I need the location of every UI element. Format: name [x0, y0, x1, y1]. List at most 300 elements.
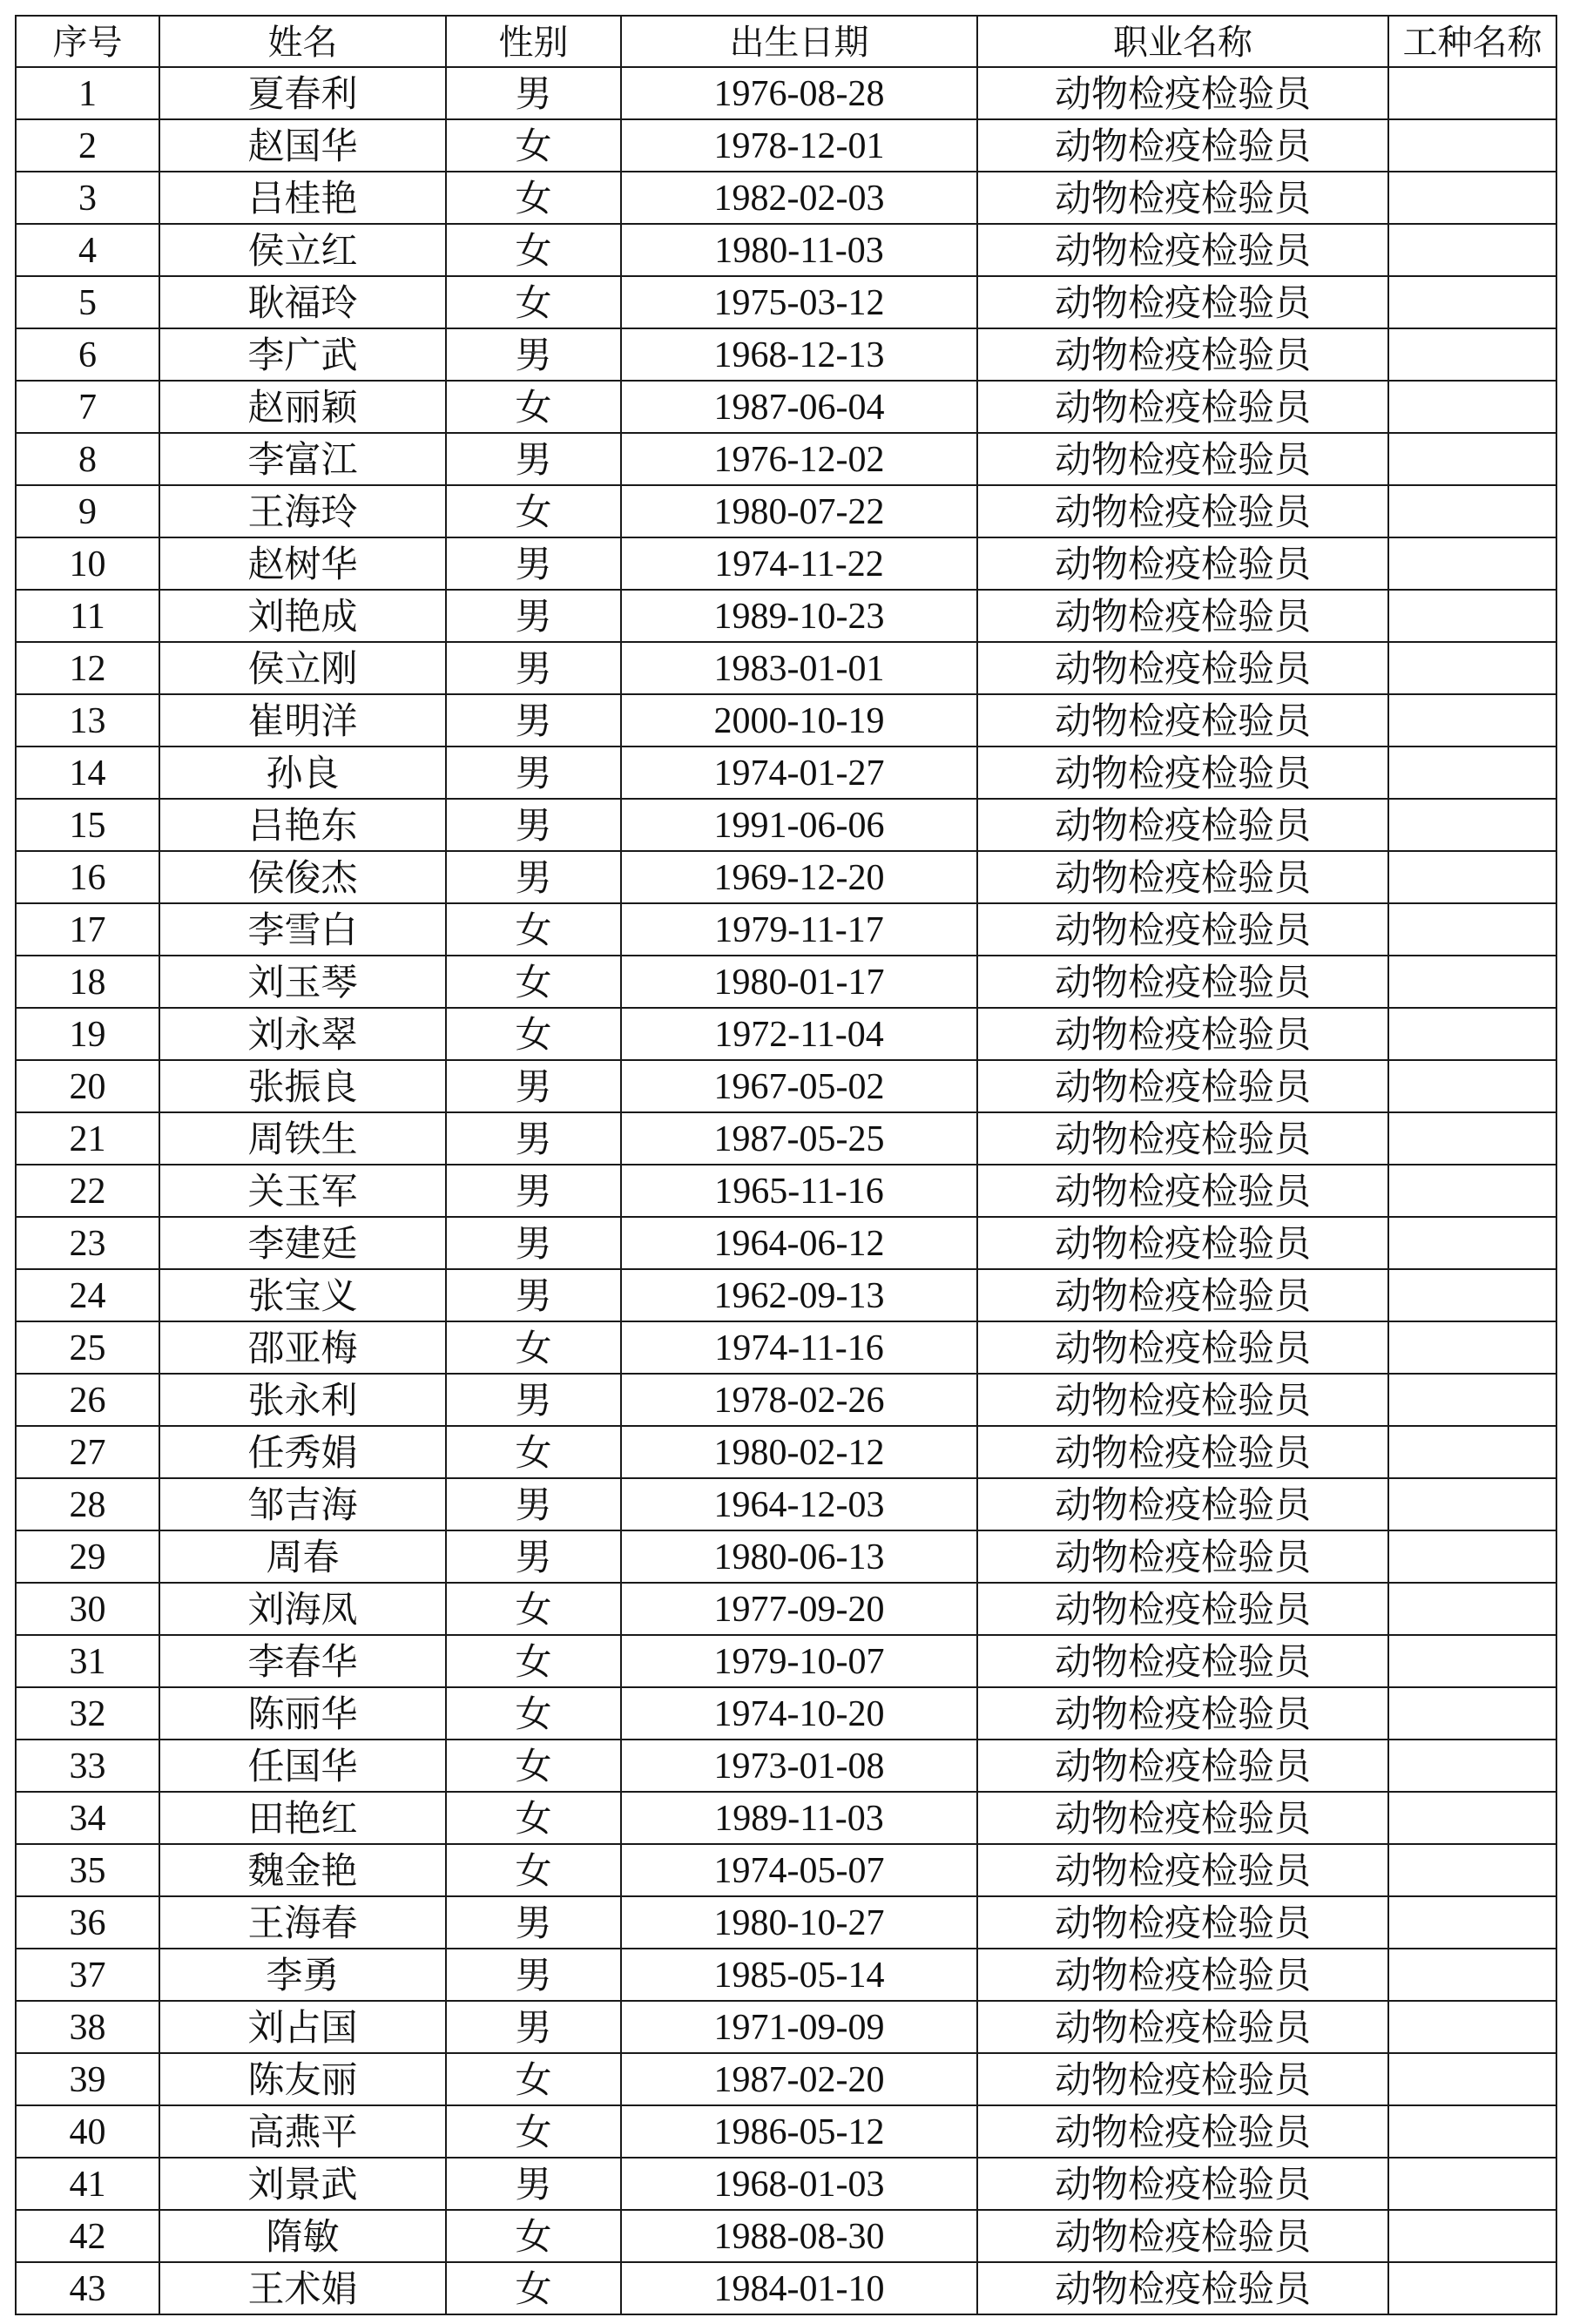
header-gender: 性别: [446, 16, 621, 67]
cell-name: 刘玉琴: [159, 956, 446, 1008]
table-row: [16, 2105, 1556, 2158]
cell-serial-number: 10: [16, 537, 159, 590]
cell-trade: [1388, 1896, 1556, 1949]
cell-trade: [1388, 2210, 1556, 2262]
cell-gender: 女: [446, 2262, 621, 2314]
cell-serial-number: 26: [16, 1374, 159, 1426]
cell-occupation: 动物检疫检验员: [977, 1792, 1388, 1844]
cell-trade: [1388, 1217, 1556, 1269]
cell-birth-date: 1968-01-03: [621, 2158, 977, 2210]
cell-name: 魏金艳: [159, 1844, 446, 1896]
cell-gender: 女: [446, 1792, 621, 1844]
table-row: [16, 1374, 1556, 1426]
table-row: [16, 2158, 1556, 2210]
cell-birth-date: 1980-06-13: [621, 1530, 977, 1583]
cell-birth-date: 1979-10-07: [621, 1635, 977, 1687]
cell-occupation: 动物检疫检验员: [977, 119, 1388, 172]
cell-name: 关玉军: [159, 1165, 446, 1217]
cell-birth-date: 1977-09-20: [621, 1583, 977, 1635]
cell-birth-date: 1968-12-13: [621, 328, 977, 381]
cell-gender: 女: [446, 1008, 621, 1060]
cell-gender: 男: [446, 747, 621, 799]
cell-serial-number: 1: [16, 67, 159, 119]
cell-occupation: 动物检疫检验员: [977, 851, 1388, 903]
cell-serial-number: 14: [16, 747, 159, 799]
cell-occupation: 动物检疫检验员: [977, 1008, 1388, 1060]
cell-serial-number: 22: [16, 1165, 159, 1217]
cell-gender: 女: [446, 2210, 621, 2262]
header-name: 姓名: [159, 16, 446, 67]
cell-serial-number: 39: [16, 2053, 159, 2105]
cell-trade: [1388, 1740, 1556, 1792]
table-row: [16, 1165, 1556, 1217]
cell-gender: 男: [446, 694, 621, 747]
cell-trade: [1388, 1165, 1556, 1217]
cell-name: 李富江: [159, 433, 446, 485]
cell-name: 刘艳成: [159, 590, 446, 642]
cell-serial-number: 9: [16, 485, 159, 537]
table-row: [16, 747, 1556, 799]
cell-serial-number: 41: [16, 2158, 159, 2210]
cell-gender: 男: [446, 328, 621, 381]
cell-occupation: 动物检疫检验员: [977, 1269, 1388, 1321]
cell-gender: 男: [446, 537, 621, 590]
cell-name: 任国华: [159, 1740, 446, 1792]
table-row: [16, 485, 1556, 537]
cell-name: 孙良: [159, 747, 446, 799]
cell-name: 刘海凤: [159, 1583, 446, 1635]
table-row: [16, 642, 1556, 694]
cell-gender: 女: [446, 1426, 621, 1478]
cell-birth-date: 1974-11-16: [621, 1321, 977, 1374]
cell-trade: [1388, 1792, 1556, 1844]
header-row: [16, 16, 1556, 67]
cell-gender: 男: [446, 67, 621, 119]
cell-gender: 女: [446, 2105, 621, 2158]
cell-birth-date: 1980-01-17: [621, 956, 977, 1008]
cell-birth-date: 1987-02-20: [621, 2053, 977, 2105]
cell-serial-number: 40: [16, 2105, 159, 2158]
cell-occupation: 动物检疫检验员: [977, 1165, 1388, 1217]
cell-name: 李春华: [159, 1635, 446, 1687]
cell-birth-date: 1971-09-09: [621, 2001, 977, 2053]
table-body: [16, 67, 1556, 2314]
cell-serial-number: 2: [16, 119, 159, 172]
cell-trade: [1388, 119, 1556, 172]
cell-birth-date: 1991-06-06: [621, 799, 977, 851]
cell-trade: [1388, 381, 1556, 433]
cell-gender: 男: [446, 1478, 621, 1530]
cell-birth-date: 1988-08-30: [621, 2210, 977, 2262]
cell-trade: [1388, 537, 1556, 590]
cell-serial-number: 36: [16, 1896, 159, 1949]
cell-serial-number: 6: [16, 328, 159, 381]
cell-serial-number: 17: [16, 903, 159, 956]
cell-trade: [1388, 903, 1556, 956]
cell-gender: 男: [446, 2158, 621, 2210]
table-row: [16, 1740, 1556, 1792]
cell-occupation: 动物检疫检验员: [977, 2158, 1388, 2210]
cell-birth-date: 1974-01-27: [621, 747, 977, 799]
cell-serial-number: 7: [16, 381, 159, 433]
table-row: [16, 276, 1556, 328]
cell-name: 赵树华: [159, 537, 446, 590]
cell-occupation: 动物检疫检验员: [977, 590, 1388, 642]
cell-trade: [1388, 2053, 1556, 2105]
cell-birth-date: 1965-11-16: [621, 1165, 977, 1217]
cell-occupation: 动物检疫检验员: [977, 433, 1388, 485]
cell-name: 侯立刚: [159, 642, 446, 694]
cell-birth-date: 1989-11-03: [621, 1792, 977, 1844]
cell-name: 李建廷: [159, 1217, 446, 1269]
table-row: [16, 851, 1556, 903]
cell-name: 侯俊杰: [159, 851, 446, 903]
cell-gender: 女: [446, 172, 621, 224]
cell-name: 陈友丽: [159, 2053, 446, 2105]
cell-gender: 女: [446, 2053, 621, 2105]
cell-trade: [1388, 799, 1556, 851]
cell-occupation: 动物检疫检验员: [977, 1426, 1388, 1478]
cell-occupation: 动物检疫检验员: [977, 1217, 1388, 1269]
cell-birth-date: 2000-10-19: [621, 694, 977, 747]
cell-name: 田艳红: [159, 1792, 446, 1844]
header-serial-number: 序号: [16, 16, 159, 67]
table-row: [16, 1687, 1556, 1740]
cell-occupation: 动物检疫检验员: [977, 1687, 1388, 1740]
cell-occupation: 动物检疫检验员: [977, 903, 1388, 956]
cell-serial-number: 35: [16, 1844, 159, 1896]
table-row: [16, 1478, 1556, 1530]
cell-serial-number: 20: [16, 1060, 159, 1112]
cell-gender: 女: [446, 485, 621, 537]
cell-birth-date: 1980-02-12: [621, 1426, 977, 1478]
cell-name: 李雪白: [159, 903, 446, 956]
table-row: [16, 1530, 1556, 1583]
cell-birth-date: 1986-05-12: [621, 2105, 977, 2158]
cell-serial-number: 8: [16, 433, 159, 485]
cell-birth-date: 1974-11-22: [621, 537, 977, 590]
header-trade: 工种名称: [1388, 16, 1556, 67]
cell-trade: [1388, 328, 1556, 381]
cell-gender: 男: [446, 1060, 621, 1112]
cell-gender: 男: [446, 1949, 621, 2001]
cell-birth-date: 1978-12-01: [621, 119, 977, 172]
cell-gender: 男: [446, 1165, 621, 1217]
cell-occupation: 动物检疫检验员: [977, 956, 1388, 1008]
cell-serial-number: 32: [16, 1687, 159, 1740]
table-row: [16, 1792, 1556, 1844]
cell-gender: 男: [446, 2001, 621, 2053]
cell-birth-date: 1973-01-08: [621, 1740, 977, 1792]
cell-trade: [1388, 2105, 1556, 2158]
cell-birth-date: 1974-05-07: [621, 1844, 977, 1896]
table-row: [16, 537, 1556, 590]
table-row: [16, 224, 1556, 276]
cell-serial-number: 11: [16, 590, 159, 642]
cell-occupation: 动物检疫检验员: [977, 67, 1388, 119]
table-row: [16, 433, 1556, 485]
cell-serial-number: 13: [16, 694, 159, 747]
table-row: [16, 172, 1556, 224]
cell-trade: [1388, 1635, 1556, 1687]
cell-trade: [1388, 1949, 1556, 2001]
cell-occupation: 动物检疫检验员: [977, 1112, 1388, 1165]
cell-trade: [1388, 590, 1556, 642]
cell-birth-date: 1964-12-03: [621, 1478, 977, 1530]
cell-occupation: 动物检疫检验员: [977, 1740, 1388, 1792]
cell-gender: 女: [446, 1687, 621, 1740]
cell-gender: 女: [446, 903, 621, 956]
cell-occupation: 动物检疫检验员: [977, 381, 1388, 433]
cell-serial-number: 5: [16, 276, 159, 328]
cell-trade: [1388, 2158, 1556, 2210]
cell-occupation: 动物检疫检验员: [977, 1478, 1388, 1530]
cell-name: 张永利: [159, 1374, 446, 1426]
cell-birth-date: 1969-12-20: [621, 851, 977, 903]
cell-serial-number: 21: [16, 1112, 159, 1165]
cell-serial-number: 29: [16, 1530, 159, 1583]
cell-serial-number: 33: [16, 1740, 159, 1792]
cell-name: 刘景武: [159, 2158, 446, 2210]
table-header: [16, 16, 1556, 67]
cell-serial-number: 16: [16, 851, 159, 903]
cell-gender: 男: [446, 433, 621, 485]
cell-gender: 女: [446, 224, 621, 276]
cell-occupation: 动物检疫检验员: [977, 1374, 1388, 1426]
cell-birth-date: 1979-11-17: [621, 903, 977, 956]
table-row: [16, 1217, 1556, 1269]
cell-trade: [1388, 1583, 1556, 1635]
cell-gender: 男: [446, 642, 621, 694]
cell-trade: [1388, 1112, 1556, 1165]
table-row: [16, 1949, 1556, 2001]
cell-gender: 女: [446, 1635, 621, 1687]
cell-name: 崔明洋: [159, 694, 446, 747]
cell-name: 王海玲: [159, 485, 446, 537]
cell-gender: 男: [446, 1530, 621, 1583]
table-row: [16, 2001, 1556, 2053]
cell-occupation: 动物检疫检验员: [977, 642, 1388, 694]
cell-occupation: 动物检疫检验员: [977, 1635, 1388, 1687]
cell-occupation: 动物检疫检验员: [977, 537, 1388, 590]
cell-occupation: 动物检疫检验员: [977, 1321, 1388, 1374]
cell-gender: 男: [446, 1217, 621, 1269]
cell-trade: [1388, 433, 1556, 485]
table-row: [16, 956, 1556, 1008]
cell-birth-date: 1974-10-20: [621, 1687, 977, 1740]
cell-trade: [1388, 1687, 1556, 1740]
cell-birth-date: 1980-10-27: [621, 1896, 977, 1949]
cell-birth-date: 1980-11-03: [621, 224, 977, 276]
table-row: [16, 2262, 1556, 2314]
cell-birth-date: 1972-11-04: [621, 1008, 977, 1060]
cell-occupation: 动物检疫检验员: [977, 328, 1388, 381]
cell-name: 李勇: [159, 1949, 446, 2001]
cell-name: 张宝义: [159, 1269, 446, 1321]
cell-birth-date: 1976-12-02: [621, 433, 977, 485]
cell-name: 刘占国: [159, 2001, 446, 2053]
cell-serial-number: 23: [16, 1217, 159, 1269]
cell-name: 陈丽华: [159, 1687, 446, 1740]
cell-name: 任秀娟: [159, 1426, 446, 1478]
cell-birth-date: 1982-02-03: [621, 172, 977, 224]
cell-trade: [1388, 851, 1556, 903]
cell-serial-number: 18: [16, 956, 159, 1008]
cell-trade: [1388, 1374, 1556, 1426]
cell-name: 邵亚梅: [159, 1321, 446, 1374]
cell-trade: [1388, 1269, 1556, 1321]
cell-name: 耿福玲: [159, 276, 446, 328]
cell-serial-number: 12: [16, 642, 159, 694]
cell-occupation: 动物检疫检验员: [977, 1949, 1388, 2001]
table-row: [16, 2210, 1556, 2262]
cell-trade: [1388, 642, 1556, 694]
cell-serial-number: 24: [16, 1269, 159, 1321]
cell-occupation: 动物检疫检验员: [977, 1844, 1388, 1896]
cell-gender: 男: [446, 799, 621, 851]
cell-gender: 男: [446, 1896, 621, 1949]
table-row: [16, 381, 1556, 433]
cell-trade: [1388, 276, 1556, 328]
cell-name: 邹吉海: [159, 1478, 446, 1530]
cell-serial-number: 15: [16, 799, 159, 851]
cell-trade: [1388, 2262, 1556, 2314]
cell-trade: [1388, 2001, 1556, 2053]
cell-birth-date: 1978-02-26: [621, 1374, 977, 1426]
cell-occupation: 动物检疫检验员: [977, 2105, 1388, 2158]
cell-trade: [1388, 485, 1556, 537]
cell-trade: [1388, 956, 1556, 1008]
table-row: [16, 328, 1556, 381]
cell-trade: [1388, 224, 1556, 276]
table-row: [16, 1112, 1556, 1165]
cell-birth-date: 1987-06-04: [621, 381, 977, 433]
cell-name: 吕桂艳: [159, 172, 446, 224]
cell-gender: 男: [446, 1112, 621, 1165]
cell-name: 高燕平: [159, 2105, 446, 2158]
cell-birth-date: 1985-05-14: [621, 1949, 977, 2001]
table-row: [16, 1583, 1556, 1635]
cell-serial-number: 30: [16, 1583, 159, 1635]
table-row: [16, 590, 1556, 642]
cell-trade: [1388, 1478, 1556, 1530]
cell-birth-date: 1989-10-23: [621, 590, 977, 642]
table-row: [16, 1844, 1556, 1896]
cell-trade: [1388, 1060, 1556, 1112]
cell-birth-date: 1975-03-12: [621, 276, 977, 328]
cell-trade: [1388, 1530, 1556, 1583]
cell-trade: [1388, 1844, 1556, 1896]
cell-serial-number: 38: [16, 2001, 159, 2053]
cell-trade: [1388, 1008, 1556, 1060]
cell-gender: 男: [446, 1269, 621, 1321]
cell-occupation: 动物检疫检验员: [977, 485, 1388, 537]
cell-serial-number: 19: [16, 1008, 159, 1060]
cell-occupation: 动物检疫检验员: [977, 1896, 1388, 1949]
cell-occupation: 动物检疫检验员: [977, 224, 1388, 276]
cell-gender: 女: [446, 1321, 621, 1374]
cell-birth-date: 1976-08-28: [621, 67, 977, 119]
cell-name: 赵丽颖: [159, 381, 446, 433]
cell-birth-date: 1964-06-12: [621, 1217, 977, 1269]
cell-name: 周春: [159, 1530, 446, 1583]
table-row: [16, 799, 1556, 851]
cell-trade: [1388, 1426, 1556, 1478]
table-row: [16, 1321, 1556, 1374]
cell-trade: [1388, 172, 1556, 224]
cell-occupation: 动物检疫检验员: [977, 1583, 1388, 1635]
cell-occupation: 动物检疫检验员: [977, 276, 1388, 328]
cell-birth-date: 1962-09-13: [621, 1269, 977, 1321]
cell-gender: 女: [446, 1740, 621, 1792]
table-row: [16, 1635, 1556, 1687]
cell-birth-date: 1984-01-10: [621, 2262, 977, 2314]
cell-occupation: 动物检疫检验员: [977, 1530, 1388, 1583]
cell-trade: [1388, 747, 1556, 799]
cell-gender: 女: [446, 276, 621, 328]
cell-occupation: 动物检疫检验员: [977, 2001, 1388, 2053]
cell-serial-number: 43: [16, 2262, 159, 2314]
cell-occupation: 动物检疫检验员: [977, 172, 1388, 224]
cell-trade: [1388, 694, 1556, 747]
cell-name: 王术娟: [159, 2262, 446, 2314]
cell-occupation: 动物检疫检验员: [977, 747, 1388, 799]
cell-name: 隋敏: [159, 2210, 446, 2262]
header-birth-date: 出生日期: [621, 16, 977, 67]
table-row: [16, 1426, 1556, 1478]
cell-occupation: 动物检疫检验员: [977, 799, 1388, 851]
cell-birth-date: 1983-01-01: [621, 642, 977, 694]
table-row: [16, 1896, 1556, 1949]
cell-gender: 男: [446, 1374, 621, 1426]
table-row: [16, 1008, 1556, 1060]
table-row: [16, 1269, 1556, 1321]
cell-occupation: 动物检疫检验员: [977, 2262, 1388, 2314]
cell-gender: 男: [446, 851, 621, 903]
cell-birth-date: 1980-07-22: [621, 485, 977, 537]
cell-gender: 女: [446, 381, 621, 433]
cell-serial-number: 3: [16, 172, 159, 224]
table-row: [16, 694, 1556, 747]
personnel-table: [15, 15, 1557, 2315]
cell-serial-number: 4: [16, 224, 159, 276]
cell-serial-number: 34: [16, 1792, 159, 1844]
cell-occupation: 动物检疫检验员: [977, 2053, 1388, 2105]
cell-name: 侯立红: [159, 224, 446, 276]
cell-serial-number: 28: [16, 1478, 159, 1530]
table-row: [16, 903, 1556, 956]
cell-gender: 女: [446, 1583, 621, 1635]
cell-occupation: 动物检疫检验员: [977, 1060, 1388, 1112]
cell-name: 赵国华: [159, 119, 446, 172]
table-row: [16, 2053, 1556, 2105]
cell-serial-number: 25: [16, 1321, 159, 1374]
cell-gender: 男: [446, 590, 621, 642]
cell-trade: [1388, 1321, 1556, 1374]
cell-trade: [1388, 67, 1556, 119]
cell-serial-number: 37: [16, 1949, 159, 2001]
table-row: [16, 119, 1556, 172]
cell-gender: 女: [446, 119, 621, 172]
cell-serial-number: 27: [16, 1426, 159, 1478]
cell-birth-date: 1967-05-02: [621, 1060, 977, 1112]
cell-name: 张振良: [159, 1060, 446, 1112]
cell-name: 王海春: [159, 1896, 446, 1949]
cell-name: 夏春利: [159, 67, 446, 119]
cell-name: 刘永翠: [159, 1008, 446, 1060]
cell-serial-number: 42: [16, 2210, 159, 2262]
cell-name: 周铁生: [159, 1112, 446, 1165]
